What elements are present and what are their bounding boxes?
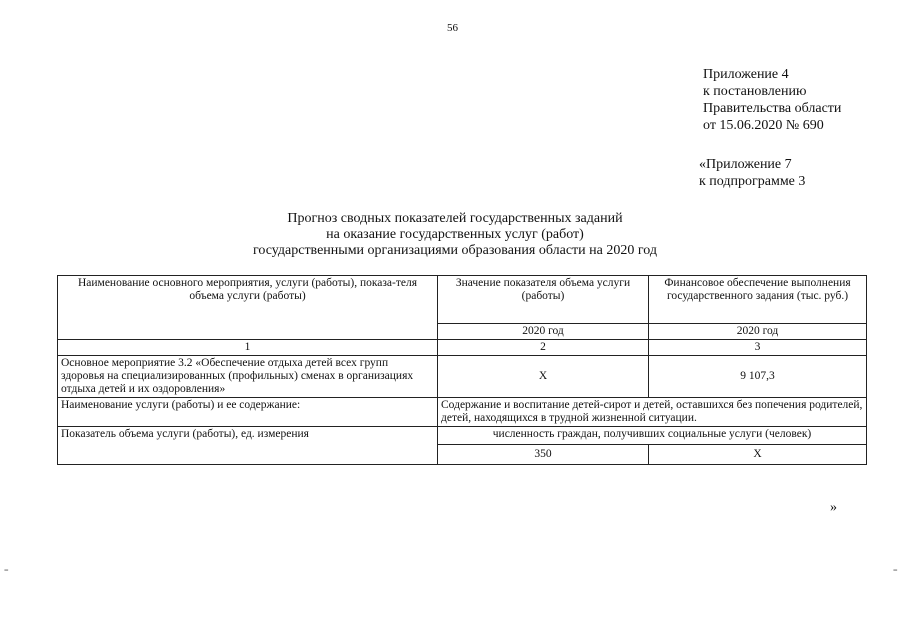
appendix-line: к постановлению bbox=[703, 84, 807, 99]
appendix-line: Приложение 4 bbox=[703, 67, 789, 82]
column-number: 3 bbox=[649, 340, 867, 356]
right-margin-mark: = bbox=[893, 566, 898, 575]
appendix-block bbox=[703, 66, 841, 134]
indicator-finance: Х bbox=[649, 445, 867, 465]
appendix-line: Правительства области bbox=[703, 101, 842, 116]
indicator-value: 350 bbox=[438, 445, 649, 465]
page-number: 56 bbox=[447, 22, 458, 34]
event-name: Основное мероприятие 3.2 «Обеспечение отдыха детей всех групп здоровья на специализированных (профильных) сменах в организациях отдыха детей и их оздоровления» bbox=[58, 356, 438, 398]
header-col-name: Наименование основного мероприятия, услуги (работы), показа-теля объема услуги (работы) bbox=[58, 276, 438, 340]
title-line: на оказание государственных услуг (работ) bbox=[326, 227, 584, 242]
table-row-event bbox=[58, 356, 867, 398]
appendix-seven-block bbox=[699, 156, 805, 190]
column-number: 2 bbox=[438, 340, 649, 356]
indicator-label: Показатель объема услуги (работы), ед. измерения bbox=[58, 427, 438, 465]
event-finance: 9 107,3 bbox=[649, 356, 867, 398]
column-number: 1 bbox=[58, 340, 438, 356]
title-line: государственными организациями образования области на 2020 год bbox=[253, 243, 657, 258]
table-header-row bbox=[58, 276, 867, 324]
appendix-line: от 15.06.2020 № 690 bbox=[703, 118, 824, 133]
forecast-table bbox=[57, 275, 867, 465]
event-value: Х bbox=[438, 356, 649, 398]
table-numbering-row bbox=[58, 340, 867, 356]
closing-quote: » bbox=[830, 500, 837, 515]
service-label: Наименование услуги (работы) и ее содержание: bbox=[58, 398, 438, 427]
appendix-seven-line: к подпрограмме 3 bbox=[699, 174, 806, 189]
appendix-seven-line: «Приложение 7 bbox=[699, 157, 792, 172]
left-margin-mark: = bbox=[4, 566, 9, 575]
header-col-value: Значение показателя объема услуги (работы) bbox=[438, 276, 649, 324]
document-title bbox=[60, 211, 850, 259]
header-col-finance: Финансовое обеспечение выполнения государственного задания (тыс. руб.) bbox=[649, 276, 867, 324]
table-row-service bbox=[58, 398, 867, 427]
table-row-indicator bbox=[58, 427, 867, 445]
title-line: Прогноз сводных показателей государственных заданий bbox=[287, 211, 623, 226]
indicator-name: численность граждан, получивших социальные услуги (человек) bbox=[438, 427, 867, 445]
header-year-value: 2020 год bbox=[438, 324, 649, 340]
header-year-finance: 2020 год bbox=[649, 324, 867, 340]
service-content: Содержание и воспитание детей-сирот и детей, оставшихся без попечения родителей, детей, находящихся в трудной жизненной ситуации. bbox=[438, 398, 867, 427]
